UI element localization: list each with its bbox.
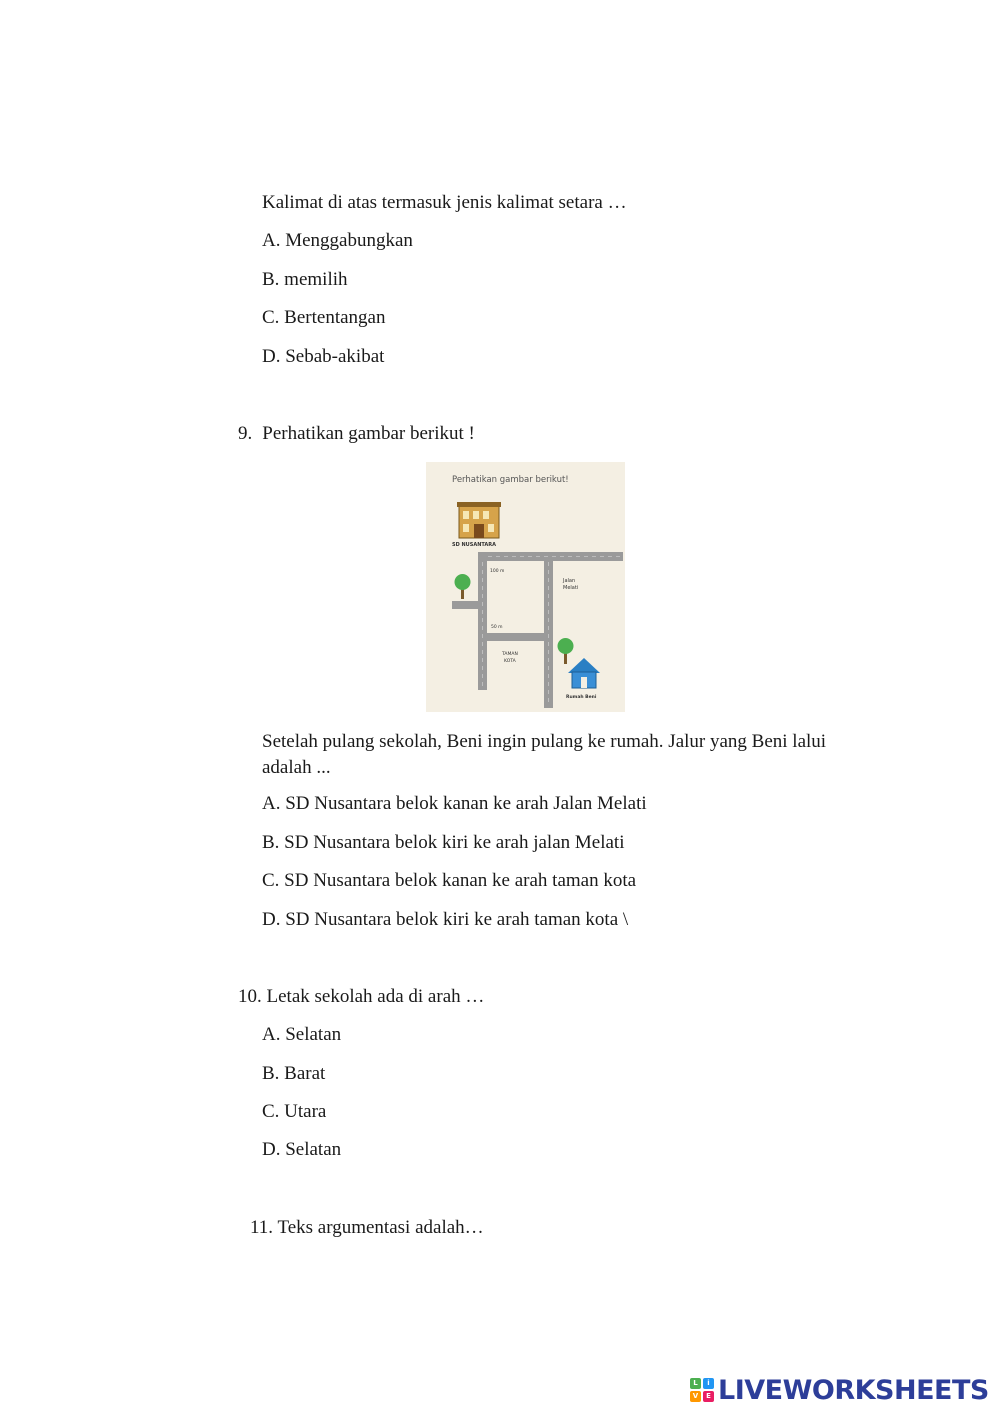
home-label: Rumah Beni	[566, 695, 597, 700]
park-label-line1: TAMAN	[502, 652, 518, 657]
logo-letter: V	[690, 1391, 701, 1402]
q8-option-d[interactable]: D. Sebab-akibat	[262, 346, 385, 367]
park-label-line2: KOTA	[504, 659, 516, 664]
q9-prompt: Perhatikan gambar berikut !	[262, 423, 475, 444]
q11-heading: 11. Teks argumentasi adalah…	[250, 1217, 484, 1238]
distance-mid-label: 50 m	[491, 625, 503, 630]
q10-option-d[interactable]: D. Selatan	[262, 1139, 342, 1160]
q10-option-a[interactable]: A. Selatan	[262, 1024, 342, 1045]
brand-name: LIVEWORKSHEETS	[718, 1374, 989, 1406]
q8-option-c[interactable]: C. Bertentangan	[262, 307, 386, 328]
q8-stem: Kalimat di atas termasuk jenis kalimat setara …	[262, 192, 627, 213]
q9-option-c[interactable]: C. SD Nusantara belok kanan ke arah taman kota	[262, 870, 637, 891]
logo-letter: E	[703, 1391, 714, 1402]
q9-stem: Setelah pulang sekolah, Beni ingin pulang ke rumah. Jalur yang Beni lalui adalah ...	[262, 731, 827, 778]
road-left-branch	[452, 601, 484, 609]
school-label: SD NUSANTARA	[452, 542, 497, 548]
q10-option-b[interactable]: B. Barat	[262, 1063, 326, 1084]
q8-option-b[interactable]: B. memilih	[262, 269, 348, 290]
q8-option-a[interactable]: A. Menggabungkan	[262, 230, 413, 251]
q9-option-b[interactable]: B. SD Nusantara belok kiri ke arah jalan Melati	[262, 832, 625, 853]
liveworksheets-logo-icon	[690, 1378, 714, 1402]
route-map-figure	[426, 462, 625, 712]
street-label-line2: Melati	[563, 585, 579, 591]
q9-heading	[238, 421, 475, 447]
logo-letter: L	[690, 1378, 701, 1389]
route-map	[426, 462, 625, 712]
distance-top-label: 100 m	[490, 569, 505, 574]
q10-heading: 10. Letak sekolah ada di arah …	[238, 986, 485, 1007]
logo-letter: i	[703, 1378, 714, 1389]
q9-option-d[interactable]: D. SD Nusantara belok kiri ke arah taman kota \	[262, 909, 629, 930]
street-label-line1: Jalan	[563, 578, 576, 584]
school-building-icon	[457, 502, 501, 538]
map-title: Perhatikan gambar berikut!	[452, 475, 569, 485]
road-middle	[484, 633, 550, 641]
q10-option-c[interactable]: C. Utara	[262, 1101, 327, 1122]
q9-number: 9.	[238, 423, 253, 444]
q9-option-a[interactable]: A. SD Nusantara belok kanan ke arah Jalan Melati	[262, 793, 647, 814]
liveworksheets-brand[interactable]	[690, 1372, 989, 1408]
